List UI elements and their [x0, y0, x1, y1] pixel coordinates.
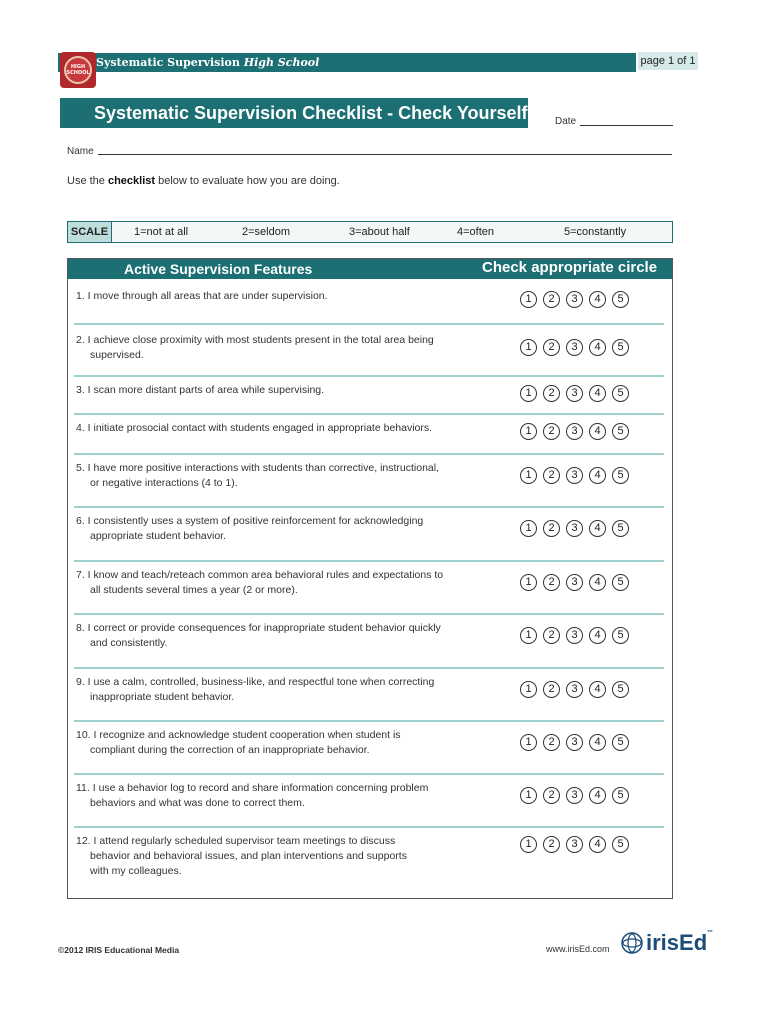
page-title: Systematic Supervision Checklist - Check Yourself [60, 98, 528, 128]
name-label: Name [67, 146, 94, 157]
checklist-item-line: all students several times a year (2 or more). [90, 584, 298, 596]
features-column-header: Active Supervision Features [124, 261, 313, 277]
rating-circle-3[interactable]: 3 [566, 291, 583, 308]
checklist-table [67, 258, 673, 899]
rating-circles [520, 423, 629, 440]
school-name-suffix: High School [243, 56, 320, 69]
page-number: page 1 of 1 [638, 52, 698, 70]
rating-circle-3[interactable]: 3 [566, 627, 583, 644]
rating-circle-2[interactable]: 2 [543, 787, 560, 804]
checklist-item-line: 4. I initiate prosocial contact with students engaged in appropriate behaviors. [76, 422, 433, 434]
row-divider [74, 453, 664, 455]
scale-item-4: 4=often [457, 226, 495, 238]
rating-circle-5[interactable]: 5 [612, 423, 629, 440]
school-logo [60, 52, 96, 88]
rating-column-header: Check appropriate circle [482, 259, 658, 276]
row-divider [74, 506, 664, 508]
rating-circle-1[interactable]: 1 [520, 574, 537, 591]
instruction-bold: checklist [107, 175, 156, 187]
row-divider [74, 560, 664, 562]
rating-circle-5[interactable]: 5 [612, 787, 629, 804]
checklist-item-line: 12. I attend regularly scheduled supervisor team meetings to discuss [76, 835, 396, 847]
checklist-item-text [76, 781, 476, 811]
rating-circles [520, 734, 629, 751]
row-divider [74, 826, 664, 828]
rating-circles [520, 339, 629, 356]
rating-circle-1[interactable]: 1 [520, 423, 537, 440]
rating-circles [520, 627, 629, 644]
checklist-item-line: behavior and behavioral issues, and plan interventions and supports [90, 850, 407, 862]
rating-circle-5[interactable]: 5 [612, 520, 629, 537]
rating-circle-4[interactable]: 4 [589, 734, 606, 751]
rating-circle-4[interactable]: 4 [589, 339, 606, 356]
rating-circle-3[interactable]: 3 [566, 836, 583, 853]
rating-circle-3[interactable]: 3 [566, 467, 583, 484]
checklist-item-line: 3. I scan more distant parts of area while supervising. [76, 384, 325, 396]
checklist-item-line: 7. I know and teach/reteach common area behavioral rules and expectations to [76, 569, 444, 581]
scale-label: SCALE [68, 222, 112, 242]
rating-circle-5[interactable]: 5 [612, 291, 629, 308]
rating-circle-2[interactable]: 2 [543, 574, 560, 591]
rating-circle-2[interactable]: 2 [543, 520, 560, 537]
rating-circle-2[interactable]: 2 [543, 627, 560, 644]
rating-circle-2[interactable]: 2 [543, 681, 560, 698]
irised-logo [620, 930, 713, 956]
scale-item-2: 2=seldom [242, 226, 291, 238]
rating-circle-3[interactable]: 3 [566, 339, 583, 356]
checklist-item-text [76, 568, 476, 598]
scale-legend [67, 221, 673, 243]
rating-circle-4[interactable]: 4 [589, 423, 606, 440]
rating-circle-3[interactable]: 3 [566, 574, 583, 591]
checklist-item-text [76, 383, 476, 398]
website-link[interactable]: www.irisEd.com [546, 944, 610, 954]
rating-circle-4[interactable]: 4 [589, 291, 606, 308]
iris-flower-icon [620, 931, 644, 955]
checklist-item-line: appropriate student behavior. [90, 530, 227, 542]
row-divider [74, 613, 664, 615]
rating-circle-1[interactable]: 1 [520, 339, 537, 356]
rating-circles [520, 520, 629, 537]
row-divider [74, 720, 664, 722]
instruction-text [67, 175, 340, 187]
rating-circle-5[interactable]: 5 [612, 681, 629, 698]
name-blank-line[interactable] [98, 154, 672, 155]
checklist-item-text [76, 675, 476, 705]
trademark-mark: ™ [707, 930, 714, 936]
rating-circles [520, 787, 629, 804]
checklist-item-line: supervised. [90, 349, 144, 361]
rating-circle-4[interactable]: 4 [589, 520, 606, 537]
rating-circle-3[interactable]: 3 [566, 385, 583, 402]
row-divider [74, 323, 664, 325]
checklist-item-line: 10. I recognize and acknowledge student cooperation when student is [76, 729, 401, 741]
rating-circles [520, 681, 629, 698]
checklist-item-line: and consistently. [90, 637, 168, 649]
rating-circle-5[interactable]: 5 [612, 467, 629, 484]
checklist-item-line: behaviors and what was done to correct them. [90, 797, 305, 809]
row-divider [74, 773, 664, 775]
checklist-item-line: compliant during the correction of an inappropriate behavior. [90, 744, 370, 756]
rating-circle-2[interactable]: 2 [543, 291, 560, 308]
school-header-bar [58, 53, 636, 72]
rating-circle-4[interactable]: 4 [589, 836, 606, 853]
checklist-item-line: or negative interactions (4 to 1). [90, 477, 238, 489]
rating-circles [520, 836, 629, 853]
rating-circle-1[interactable]: 1 [520, 836, 537, 853]
checklist-item-line: 1. I move through all areas that are under supervision. [76, 290, 328, 302]
rating-circles [520, 467, 629, 484]
rating-circle-2[interactable]: 2 [543, 734, 560, 751]
rating-circle-2[interactable]: 2 [543, 339, 560, 356]
brand-wordmark [646, 930, 713, 956]
rating-circles [520, 385, 629, 402]
checklist-item-line: 5. I have more positive interactions with students than corrective, instructional, [76, 462, 440, 474]
rating-circle-2[interactable]: 2 [543, 836, 560, 853]
rating-circle-1[interactable]: 1 [520, 520, 537, 537]
name-field[interactable] [67, 146, 672, 157]
rating-circle-3[interactable]: 3 [566, 520, 583, 537]
rating-circles [520, 574, 629, 591]
rating-circle-1[interactable]: 1 [520, 467, 537, 484]
row-divider [74, 413, 664, 415]
rating-circle-4[interactable]: 4 [589, 681, 606, 698]
rating-circle-4[interactable]: 4 [589, 385, 606, 402]
checklist-item-text [76, 514, 476, 544]
checklist-item-line: inappropriate student behavior. [90, 691, 235, 703]
rating-circle-4[interactable]: 4 [589, 574, 606, 591]
checklist-item-line: 9. I use a calm, controlled, business-like, and respectful tone when correcting [76, 676, 435, 688]
rating-circle-1[interactable]: 1 [520, 734, 537, 751]
rating-circle-3[interactable]: 3 [566, 734, 583, 751]
rating-circle-5[interactable]: 5 [612, 339, 629, 356]
checklist-item-line: 8. I correct or provide consequences for inappropriate student behavior quickly [76, 622, 441, 634]
instruction-after: below to evaluate how you are doing. [155, 175, 340, 187]
rating-circle-4[interactable]: 4 [589, 467, 606, 484]
checklist-item-text [76, 621, 476, 651]
rating-circle-1[interactable]: 1 [520, 787, 537, 804]
checklist-item-text [76, 728, 476, 758]
rating-circle-1[interactable]: 1 [520, 385, 537, 402]
rating-circle-5[interactable]: 5 [612, 836, 629, 853]
row-divider [74, 667, 664, 669]
school-logo-seal: HIGH SCHOOL [64, 56, 92, 84]
rating-circle-1[interactable]: 1 [520, 681, 537, 698]
rating-circle-1[interactable]: 1 [520, 627, 537, 644]
checklist-item-line: 6. I consistently uses a system of positive reinforcement for acknowledging [76, 515, 424, 527]
checklist-item-line: 11. I use a behavior log to record and share information concerning problem [76, 782, 429, 794]
checklist-item-text [76, 834, 476, 879]
date-blank-line[interactable] [580, 125, 673, 126]
checklist-item-text [76, 289, 476, 304]
rating-circle-2[interactable]: 2 [543, 467, 560, 484]
checklist-item-text [76, 333, 476, 363]
copyright: ©2012 IRIS Educational Media [58, 945, 180, 955]
rating-circle-3[interactable]: 3 [566, 423, 583, 440]
rating-circle-4[interactable]: 4 [589, 787, 606, 804]
instruction-before: Use the [67, 175, 108, 187]
rating-circle-5[interactable]: 5 [612, 627, 629, 644]
school-name-prefix: Systematic Supervision [96, 56, 240, 69]
checklist-item-text [76, 461, 476, 491]
rating-circle-5[interactable]: 5 [612, 385, 629, 402]
scale-item-3: 3=about half [349, 226, 410, 238]
rating-circle-1[interactable]: 1 [520, 291, 537, 308]
rating-circle-5[interactable]: 5 [612, 574, 629, 591]
rating-circle-2[interactable]: 2 [543, 423, 560, 440]
rating-circle-3[interactable]: 3 [566, 787, 583, 804]
table-header [68, 259, 672, 279]
rating-circles [520, 291, 629, 308]
date-field[interactable] [555, 116, 673, 127]
brand-name: irisEd [646, 930, 708, 955]
date-label: Date [555, 116, 577, 127]
checklist-item-line: 2. I achieve close proximity with most students present in the total area being [76, 334, 434, 346]
scale-item-5: 5=constantly [564, 226, 627, 238]
rating-circle-2[interactable]: 2 [543, 385, 560, 402]
scale-item-1: 1=not at all [134, 226, 189, 238]
rating-circle-3[interactable]: 3 [566, 681, 583, 698]
rating-circle-4[interactable]: 4 [589, 627, 606, 644]
rating-circle-5[interactable]: 5 [612, 734, 629, 751]
row-divider [74, 375, 664, 377]
checklist-item-line: with my colleagues. [90, 865, 182, 877]
checklist-item-text [76, 421, 476, 436]
